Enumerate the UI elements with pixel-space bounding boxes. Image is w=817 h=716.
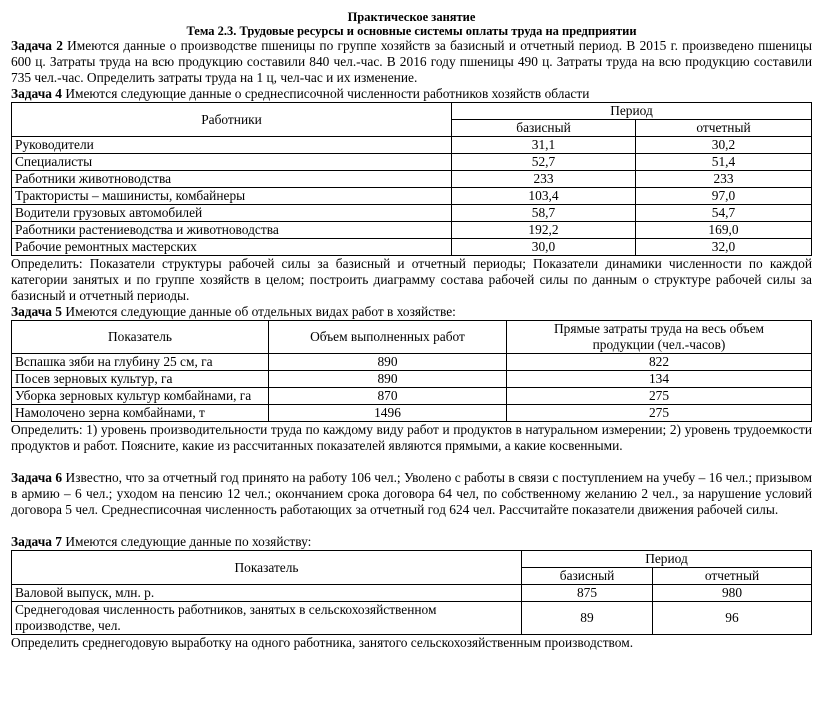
task-7-note: Определить среднегодовую выработку на одного работника, занятого сельскохозяйственным производством.	[11, 635, 634, 650]
col-indicator-header: Показатель	[12, 551, 522, 585]
col-workers-header: Работники	[12, 103, 452, 137]
row-base-value: 52,7	[452, 154, 636, 171]
task-5-label: Задача 5	[11, 304, 62, 319]
task-2-paragraph	[11, 38, 812, 86]
row-volume-value: 1496	[269, 405, 507, 422]
row-name: Валовой выпуск, млн. р.	[12, 585, 522, 602]
task-6-paragraph	[11, 470, 812, 518]
row-name: Посев зерновых культур, га	[12, 371, 269, 388]
col-period-header: Период	[452, 103, 812, 120]
row-base-value: 875	[522, 585, 653, 602]
row-report-value: 30,2	[636, 137, 812, 154]
table-row	[12, 205, 812, 222]
table-row	[12, 154, 812, 171]
row-name: Руководители	[12, 137, 452, 154]
row-base-value: 103,4	[452, 188, 636, 205]
row-costs-value: 822	[507, 354, 812, 371]
col-base-header: базисный	[452, 120, 636, 137]
row-volume-value: 890	[269, 354, 507, 371]
table-row	[12, 585, 812, 602]
task-4-intro	[11, 86, 812, 102]
col-report-header: отчетный	[653, 568, 812, 585]
row-report-value: 51,4	[636, 154, 812, 171]
row-base-value: 192,2	[452, 222, 636, 239]
task-4-table	[11, 102, 812, 256]
col-volume-header: Объем выполненных работ	[269, 321, 507, 354]
col-base-header: базисный	[522, 568, 653, 585]
row-name: Трактористы – машинисты, комбайнеры	[12, 188, 452, 205]
task-2-text: Имеются данные о производстве пшеницы по группе хозяйств за базисный и отчетный период. В 2015 г. произведено пшеницы 600 ц. Затраты труда на всю продукцию составили 840 чел.-час. В 2016 году пшеницы 490 ц. Затраты труда на всю продукцию составили 735 чел.-час. Определить затраты труда на 1 ц, чел-час и их изменение.	[11, 38, 812, 85]
row-report-value: 96	[653, 602, 812, 635]
row-costs-value: 134	[507, 371, 812, 388]
task-7-text: Имеются следующие данные по хозяйству:	[62, 534, 312, 549]
row-name: Среднегодовая численность работников, занятых в сельскохозяйственном производстве, чел.	[12, 602, 522, 635]
task-4-label: Задача 4	[11, 86, 62, 101]
task-4-text: Имеются следующие данные о среднесписочной численности работников хозяйств области	[62, 86, 590, 101]
row-report-value: 54,7	[636, 205, 812, 222]
task-6-text: Известно, что за отчетный год принято на работу 106 чел.; Уволено с работы в связи с поступлением на учебу – 16 чел.; призывом в армию – 6 чел.; уходом на пенсию 12 чел.; окончанием срока договора 64 чел, по собственному желанию 2 чел., за нарушение условий договора 5 чел. Среднесписочная численность работающих за отчетный год 624 чел. Рассчитайте показатели движения рабочей силы.	[11, 470, 812, 517]
col-costs-header: Прямые затраты труда на весь объем продукции (чел.-часов)	[507, 321, 812, 354]
row-costs-value: 275	[507, 405, 812, 422]
practical-lesson-heading: Практическое занятие	[347, 10, 476, 24]
table-row	[12, 371, 812, 388]
row-costs-value: 275	[507, 388, 812, 405]
table-row	[12, 602, 812, 635]
row-report-value: 233	[636, 171, 812, 188]
task-7-label: Задача 7	[11, 534, 62, 549]
task-6-label: Задача 6	[11, 470, 63, 485]
row-report-value: 169,0	[636, 222, 812, 239]
row-base-value: 233	[452, 171, 636, 188]
task-5-table	[11, 320, 812, 422]
row-name: Намолочено зерна комбайнами, т	[12, 405, 269, 422]
col-report-header: отчетный	[636, 120, 812, 137]
row-base-value: 58,7	[452, 205, 636, 222]
table-row	[12, 388, 812, 405]
row-name: Работники животноводства	[12, 171, 452, 188]
task-7-table	[11, 550, 812, 635]
task-4-note: Определить: Показатели структуры рабочей силы за базисный и отчетный периоды; Показатели динамики численности по каждой категории занятых и по группе хозяйств в целом; построить диаграмму состава рабочей силы по данным о структуре рабочей силы за базисный и отчетный периоды.	[11, 256, 812, 303]
row-report-value: 97,0	[636, 188, 812, 205]
row-base-value: 30,0	[452, 239, 636, 256]
row-name: Специалисты	[12, 154, 452, 171]
table-row	[12, 137, 812, 154]
row-name: Вспашка зяби на глубину 25 см, га	[12, 354, 269, 371]
row-name: Работники растениеводства и животноводства	[12, 222, 452, 239]
table-row	[12, 239, 812, 256]
row-base-value: 89	[522, 602, 653, 635]
task-5-note: Определить: 1) уровень производительности труда по каждому виду работ и продуктов в натуральном измерении; 2) уровень трудоемкости продуктов и работ. Поясните, какие из рассчитанных показателей являются прямыми, а какие косвенными.	[11, 422, 812, 453]
table-row	[12, 354, 812, 371]
row-volume-value: 890	[269, 371, 507, 388]
task-5-text: Имеются следующие данные об отдельных видах работ в хозяйстве:	[62, 304, 456, 319]
row-report-value: 32,0	[636, 239, 812, 256]
task-7-intro	[11, 534, 812, 550]
row-name: Уборка зерновых культур комбайнами, га	[12, 388, 269, 405]
col-indicator-header: Показатель	[12, 321, 269, 354]
table-row	[12, 171, 812, 188]
table-row	[12, 222, 812, 239]
row-base-value: 31,1	[452, 137, 636, 154]
spacer	[11, 518, 812, 534]
row-name: Рабочие ремонтных мастерских	[12, 239, 452, 256]
row-volume-value: 870	[269, 388, 507, 405]
col-period-header: Период	[522, 551, 812, 568]
spacer	[11, 454, 812, 470]
row-name: Водители грузовых автомобилей	[12, 205, 452, 222]
task-2-label: Задача 2	[11, 38, 63, 53]
row-report-value: 980	[653, 585, 812, 602]
topic-heading: Тема 2.3. Трудовые ресурсы и основные системы оплаты труда на предприятии	[186, 24, 637, 38]
table-row	[12, 405, 812, 422]
table-row	[12, 188, 812, 205]
task-5-intro	[11, 304, 812, 320]
